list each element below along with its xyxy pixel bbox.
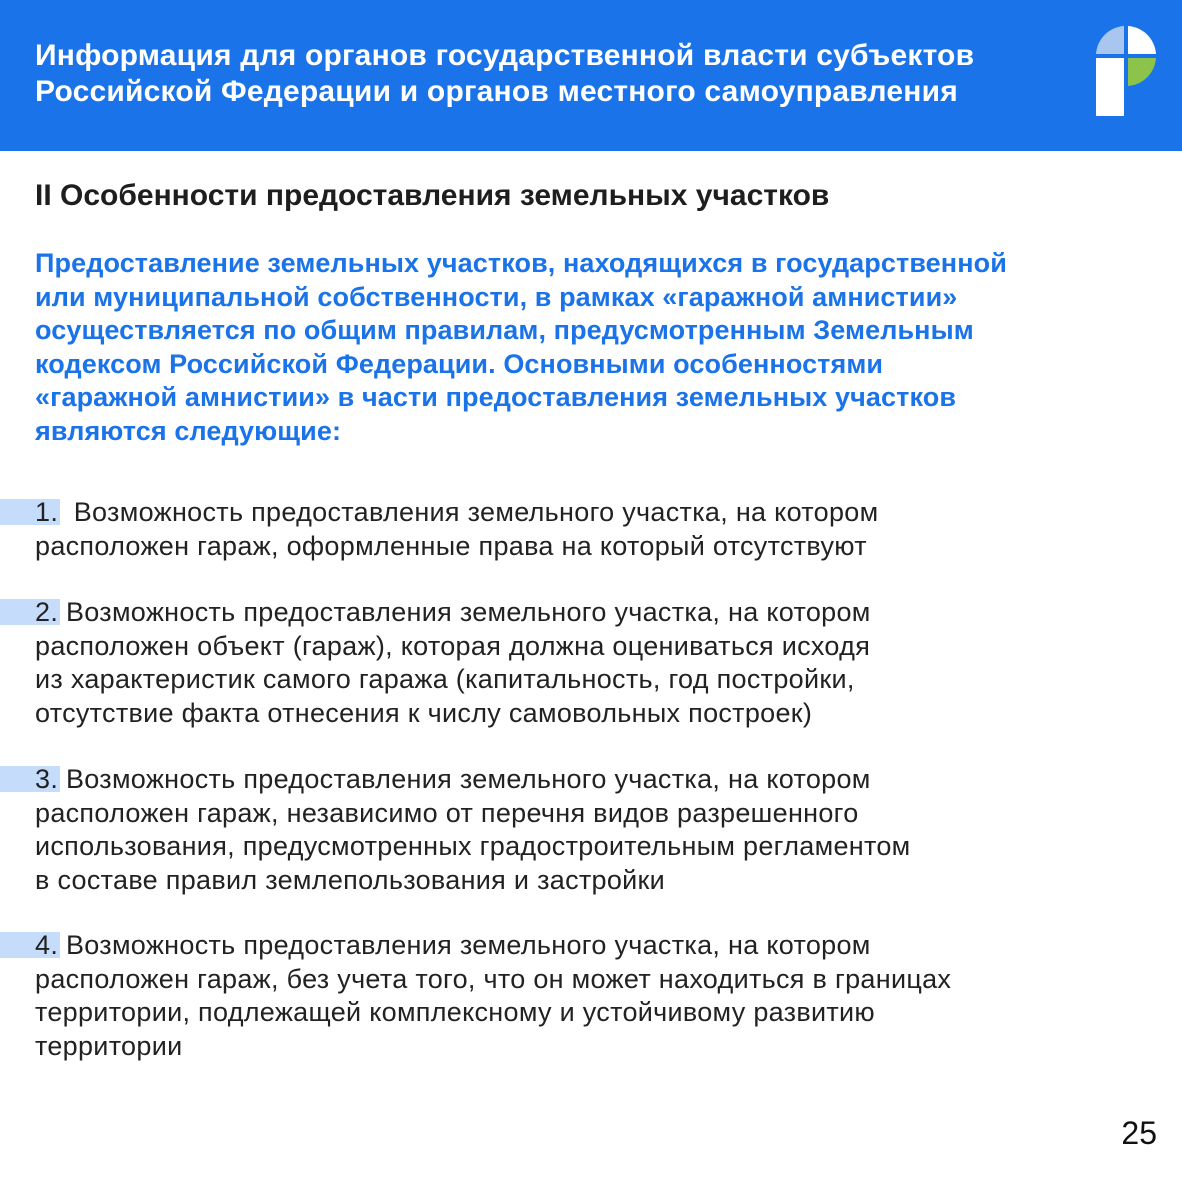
list-item-line: расположен гараж, без учета того, что он может находиться в границах — [35, 963, 952, 994]
list-item-number: 2. — [35, 597, 59, 627]
header-title-line: Информация для органов государственной власти субъектов — [35, 39, 975, 72]
header-title-line: Российской Федерации и органов местного самоуправления — [35, 75, 958, 108]
list-item-number: 4. — [35, 930, 59, 960]
list-item-text: Возможность предоставления земельного участка, на котором — [65, 930, 871, 960]
list-item-line: территории — [35, 1030, 183, 1061]
list-item-number: 1. — [35, 497, 59, 527]
intro-line: являются следующие: — [35, 415, 342, 446]
list-item-line: из характеристик самого гаража (капитальность, год постройки, — [35, 664, 855, 694]
list-item-first-line — [35, 596, 1155, 630]
list-item-first-line — [35, 496, 1155, 530]
intro-line: Предоставление земельных участков, находящихся в государственной — [35, 248, 1007, 278]
list-item-2 — [35, 596, 1155, 730]
section-title: II Особенности предоставления земельных участков — [35, 179, 830, 212]
list-item-line: расположен гараж, оформленные права на который отсутствуют — [35, 530, 867, 561]
list-item-line: отсутствие факта отнесения к числу самовольных построек) — [35, 697, 813, 728]
list-item-line: расположен гараж, независимо от перечня видов разрешенного — [35, 797, 859, 828]
list-item-text: Возможность предоставления земельного участка, на котором — [73, 497, 879, 527]
header-banner — [0, 0, 1182, 151]
header-title — [35, 38, 1055, 110]
intro-paragraph — [35, 247, 1145, 448]
list-item-4 — [35, 929, 1155, 1063]
list-item-line: использования, предусмотренных градостроительным регламентом — [35, 831, 911, 861]
intro-line: осуществляется по общим правилам, предусмотренным Земельным — [35, 315, 974, 345]
list-item-text: Возможность предоставления земельного участка, на котором — [65, 764, 871, 794]
list-item-line: территории, подлежащей комплексному и устойчивому развитию — [35, 997, 875, 1027]
list-item-line: расположен объект (гараж), которая должна оцениваться исходя — [35, 630, 871, 661]
page-number: 25 — [1121, 1115, 1157, 1151]
list-item-1 — [35, 496, 1155, 563]
intro-line: «гаражной амнистии» в части предоставления земельных участков — [35, 382, 957, 412]
intro-line: или муниципальной собственности, в рамках «гаражной амнистии» — [35, 281, 958, 312]
list-item-text: Возможность предоставления земельного участка, на котором — [65, 597, 871, 627]
intro-line: кодексом Российской Федерации. Основными особенностями — [35, 348, 884, 379]
rosreestr-logo-icon — [1094, 24, 1158, 118]
list-item-first-line — [35, 763, 1155, 797]
list-item-3 — [35, 763, 1155, 897]
list-item-first-line — [35, 929, 1155, 963]
list-item-number: 3. — [35, 764, 59, 794]
list-item-line: в составе правил землепользования и застройки — [35, 864, 666, 895]
